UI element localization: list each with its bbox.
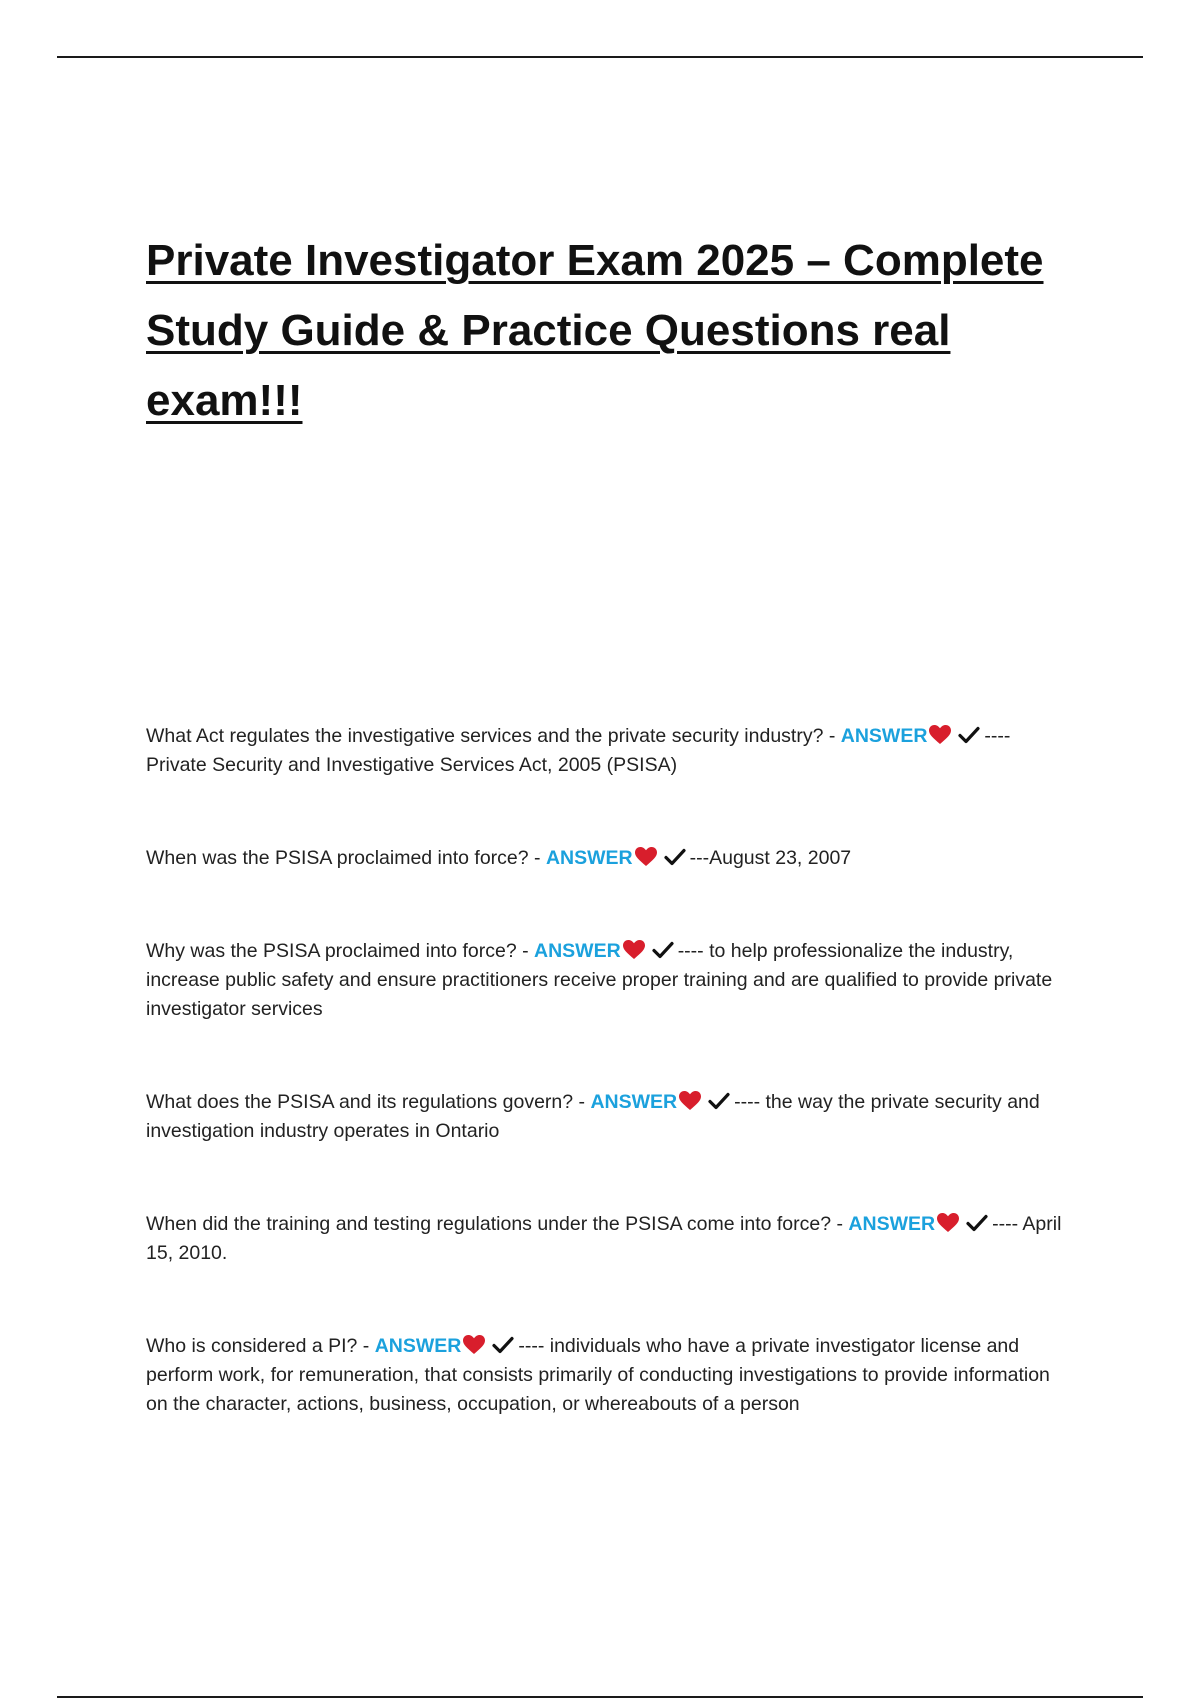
heart-icon [936, 1212, 960, 1233]
check-icon [492, 1336, 514, 1354]
document-title: Private Investigator Exam 2025 – Complete Study Guide & Practice Questions real exam!!! [146, 236, 1044, 425]
answer-label: ANSWER [545, 847, 633, 869]
qa-item [146, 937, 1076, 1024]
qa-item [146, 844, 1076, 873]
heart-icon [462, 1334, 486, 1355]
answer-label: ANSWER [534, 940, 621, 962]
header-rule [57, 56, 1143, 58]
qa-item [146, 1088, 1076, 1146]
qa-item [146, 1332, 1076, 1419]
qa-list [146, 722, 1076, 1419]
question-text: When did the training and testing regulations under the PSISA come into force? - [146, 1213, 849, 1235]
check-icon [652, 941, 674, 959]
question-text: Why was the PSISA proclaimed into force? - [146, 940, 535, 962]
check-icon [966, 1214, 988, 1232]
answer-label: ANSWER [848, 1213, 936, 1235]
answer-text: ---- to help professionalize the industry, increase public safety and ensure practitioners receive proper training and are qualified to provide private investigator services [146, 940, 1053, 1020]
heart-icon [678, 1090, 702, 1111]
question-text: What does the PSISA and its regulations govern? - [146, 1091, 591, 1113]
answer-text: ---- Private Security and Investigative Services Act, 2005 (PSISA) [146, 725, 1011, 776]
heart-icon [928, 724, 952, 745]
qa-item [146, 722, 1076, 780]
answer-text: ---- April 15, 2010. [146, 1213, 1062, 1264]
question-text: When was the PSISA proclaimed into force? - [146, 847, 546, 869]
answer-text: ---- the way the private security and investigation industry operates in Ontario [146, 1091, 1040, 1142]
question-text: Who is considered a PI? - [146, 1335, 375, 1357]
check-icon [664, 848, 686, 866]
question-text: What Act regulates the investigative services and the private security industry? - [146, 725, 841, 747]
answer-label: ANSWER [590, 1091, 678, 1113]
answer-label: ANSWER [840, 725, 928, 747]
heart-icon [634, 846, 658, 867]
check-icon [958, 726, 980, 744]
qa-item [146, 1210, 1076, 1268]
heart-icon [622, 939, 646, 960]
answer-label: ANSWER [374, 1335, 462, 1357]
footer-rule [57, 1696, 1143, 1698]
answer-text: ---August 23, 2007 [689, 847, 852, 869]
answer-text: ---- individuals who have a private investigator license and perform work, for remuneration, that consists primarily of conducting investigations to provide information on the character, actions, business, occupation, or whereabouts of a person [146, 1335, 1050, 1415]
check-icon [708, 1092, 730, 1110]
